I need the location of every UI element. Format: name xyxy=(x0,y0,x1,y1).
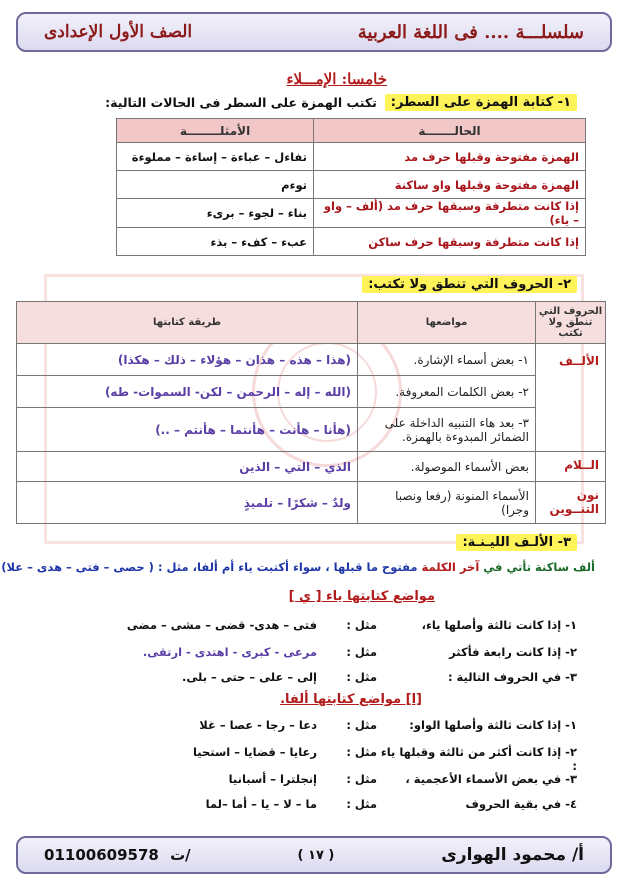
phone-block xyxy=(44,846,191,864)
case-cell: الهمزة مفتوحة وقبلها حرف مد xyxy=(314,143,586,171)
table-row xyxy=(117,228,586,256)
examples-cell: تفاءل – عباءة – إساءة – مملوءة xyxy=(117,143,314,171)
col-examples: الأمثلــــــــة xyxy=(117,119,314,143)
rule-label: مثل : xyxy=(346,797,377,811)
phone-label: ت/ xyxy=(170,846,191,864)
part3-heading: ٣- الألـف الليـنـة: xyxy=(456,534,577,551)
page xyxy=(1,4,617,874)
part1-heading-row xyxy=(105,94,577,111)
silent-letters-table xyxy=(16,301,606,524)
rule-text: ٢- إذا كانت أكثر من ثالثة وقبلها ياء : xyxy=(380,745,577,773)
part3-heading-row xyxy=(456,534,577,551)
rule-text: ١- إذا كانت ثالثة وأصلها الواو: xyxy=(409,718,577,732)
rule-examples: إلى – على – حتى – بلى. xyxy=(182,670,317,684)
examples-cell: عبء – كفء – بذء xyxy=(117,228,314,256)
rule-text: ٣- في الحروف التالية : xyxy=(447,670,577,684)
examples-cell: (هذا – هذه – هذان – هؤلاء – ذلك – هكذا) xyxy=(17,344,358,376)
list-item xyxy=(24,645,577,659)
part1-heading: ١- كتابة الهمزة على السطر: xyxy=(385,94,577,111)
rule-examples: مرعى - كبرى - اهتدى - ارتقى. xyxy=(142,645,317,659)
place-cell: بعض الأسماء الموصولة. xyxy=(358,452,536,482)
case-cell: إذا كانت متطرفة وسبقها حرف مد (ألف – واو – ياء) xyxy=(314,199,586,228)
letter-cell: الألــف xyxy=(536,344,606,452)
rule-text: ٤- في بقية الحروف xyxy=(465,797,577,811)
rule-text: ٢- إذا كانت رابعة فأكثر xyxy=(449,645,577,659)
definition-highlight: آخر الكلمة xyxy=(421,560,480,574)
alif-definition xyxy=(1,560,595,574)
place-cell: الأسماء المنونة (رفعا ونصبا وجرا) xyxy=(358,482,536,524)
list-item xyxy=(24,670,577,684)
examples-cell: ولدٌ – شكرًا – تلميذٍ xyxy=(17,482,358,524)
rule-label: مثل : xyxy=(346,718,377,732)
list-item xyxy=(24,797,577,811)
place-cell: ٣- بعد هاء التنبيه الداخلة على الضمائر المبدوءة بالهمزة. xyxy=(358,408,536,452)
case-cell: الهمزة مفتوحة وقبلها واو ساكنة xyxy=(314,171,586,199)
col-letters: الحروف التي تنطق ولا تكتب xyxy=(536,302,606,344)
section-title: خامسا: الإمـــلاء xyxy=(286,70,387,88)
examples-cell: توءم xyxy=(117,171,314,199)
definition-start: ألف ساكنة تأتي في xyxy=(483,560,595,574)
rule-examples: فتى – هدى- قضى – مشى – مضى xyxy=(126,618,317,632)
list-item xyxy=(24,745,577,773)
page-number: ( ١٧ ) xyxy=(297,847,335,863)
author-name: أ/ محمود الهوارى xyxy=(441,845,584,865)
page-footer xyxy=(16,836,612,874)
series-title: سلسلـــة .... فى اللغة العربية xyxy=(357,21,584,43)
examples-cell: بناء – لجوء – برىء xyxy=(117,199,314,228)
table-row xyxy=(17,452,606,482)
rule-text: ٣- في بعض الأسماء الأعجمية ، xyxy=(405,772,577,786)
table-row xyxy=(17,344,606,376)
part2-heading-row xyxy=(362,276,577,293)
table-row xyxy=(117,199,586,228)
col-case: الحالـــــــة xyxy=(314,119,586,143)
letter-cell: نون التنــوين xyxy=(536,482,606,524)
hamza-table xyxy=(116,118,586,256)
rule-text: ١- إذا كانت ثالثة وأصلها ياء، xyxy=(421,618,577,632)
rule-examples: دعا – رجا - عصا – غلا xyxy=(199,718,317,732)
place-cell: ٢- بعض الكلمات المعروفة. xyxy=(358,376,536,408)
examples-cell: (الله – إله – الرحمن – لكن- السموات- طه) xyxy=(17,376,358,408)
definition-rest: مفتوح ما قبلها ، سواء أكتبت ياء أم ألفا، مثل : ( حصى – فتى – هدى – علا) xyxy=(1,560,418,574)
alif-title: [ا] مواضع كتابتها ألفا. xyxy=(280,692,422,707)
rule-label: مثل : xyxy=(346,645,377,659)
col-writing: طريقة كتابتها xyxy=(17,302,358,344)
letter-cell: الــلام xyxy=(536,452,606,482)
list-item xyxy=(24,718,577,732)
table-row xyxy=(17,408,606,452)
examples-cell: الذي – التي – الذين xyxy=(17,452,358,482)
table-row xyxy=(117,143,586,171)
grade-title: الصف الأول الإعدادى xyxy=(44,22,193,42)
list-item xyxy=(24,618,577,632)
list-item xyxy=(24,772,577,786)
rule-label: مثل : xyxy=(346,618,377,632)
rule-examples: رعايا – قضايا – استحيا xyxy=(192,745,317,759)
part2-heading: ٢- الحروف التي تنطق ولا تكتب: xyxy=(362,276,577,293)
examples-cell: (هأنا – هأنت – هأنتما – هأنتم – ..) xyxy=(17,408,358,452)
place-cell: ١- بعض أسماء الإشارة. xyxy=(358,344,536,376)
part1-description: تكتب الهمزة على السطر فى الحالات التالية: xyxy=(105,95,377,110)
rule-examples: إنجلترا – أسبانيا xyxy=(228,772,317,786)
table-row xyxy=(17,376,606,408)
rule-label: مثل : xyxy=(346,772,377,786)
page-header xyxy=(16,12,612,52)
col-places: مواضعها xyxy=(358,302,536,344)
table-row xyxy=(17,482,606,524)
case-cell: إذا كانت متطرفة وسبقها حرف ساكن xyxy=(314,228,586,256)
ya-title: مواضع كتابتها ياء [ ي ] xyxy=(288,589,435,604)
rule-label: مثل : xyxy=(346,745,377,759)
rule-label: مثل : xyxy=(346,670,377,684)
rule-examples: ما – لا – يا – أما –لما xyxy=(205,797,317,811)
phone-number: 01100609578 xyxy=(44,846,159,864)
table-row xyxy=(117,171,586,199)
